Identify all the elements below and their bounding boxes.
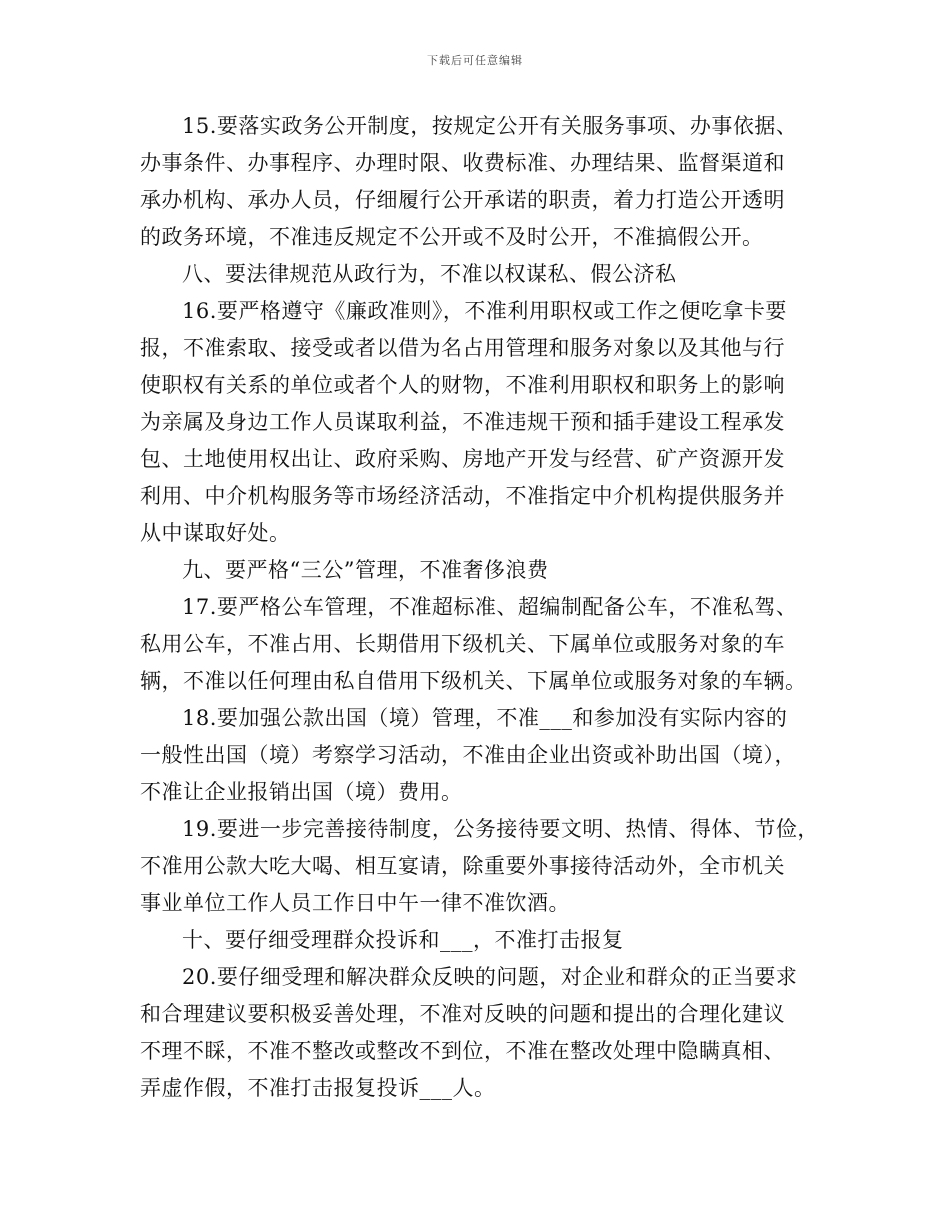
numbered-clause xyxy=(140,108,812,256)
text-line: 一般性出国（境）考察学习活动，不准由企业出资或补助出国（境）， xyxy=(140,743,796,767)
text-line: 报，不准索取、接受或者以借为名占用管理和服务对象以及其他与行 xyxy=(140,336,785,360)
numbered-clause xyxy=(140,811,819,922)
text-line: 十、要仔细受理群众投诉和___，不准打击报复 xyxy=(182,928,624,952)
text-line: 为亲属及身边工作人员谋取利益，不准违规干预和插手建设工程承发 xyxy=(140,410,785,434)
section-heading xyxy=(140,256,812,293)
text-line: 承办机构、承办人员，仔细履行公开承诺的职责，着力打造公开透明 xyxy=(140,188,785,212)
text-line: 不准用公款大吃大喝、相互宴请，除重要外事接待活动外，全市机关 xyxy=(140,854,785,878)
text-line: 八、要法律规范从政行为，不准以权谋私、假公济私 xyxy=(182,262,677,286)
text-line: 九、要严格“三公”管理，不准奢侈浪费 xyxy=(182,558,549,582)
text-line: 20.要仔细受理和解决群众反映的问题，对企业和群众的正当要求 xyxy=(182,965,798,989)
page-header: 下载后可任意编辑 xyxy=(427,54,523,67)
numbered-clause xyxy=(140,959,812,1107)
text-line: 18.要加强公款出国（境）管理，不准___和参加没有实际内容的 xyxy=(182,706,788,730)
text-line: 事业单位工作人员工作日中午一律不准饮酒。 xyxy=(140,891,570,915)
text-line: 15.要落实政务公开制度，按规定公开有关服务事项、办事依据、 xyxy=(182,114,798,138)
text-line: 私用公车，不准占用、长期借用下级机关、下属单位或服务对象的车 xyxy=(140,632,785,656)
text-line: 的政务环境，不准违反规定不公开或不及时公开，不准搞假公开。 xyxy=(140,225,764,249)
text-line: 和合理建议要积极妥善处理，不准对反映的问题和提出的合理化建议 xyxy=(140,1002,785,1026)
section-heading xyxy=(140,922,812,959)
document-body xyxy=(140,108,819,1107)
text-line: 使职权有关系的单位或者个人的财物，不准利用职权和职务上的影响 xyxy=(140,373,785,397)
section-heading xyxy=(140,552,812,589)
text-line: 不准让企业报销出国（境）费用。 xyxy=(140,780,463,804)
text-line: 弄虚作假，不准打击报复投诉___人。 xyxy=(140,1076,496,1100)
text-line: 办事条件、办事程序、办理时限、收费标准、办理结果、监督渠道和 xyxy=(140,151,785,175)
numbered-clause xyxy=(140,700,812,811)
text-line: 包、土地使用权出让、政府采购、房地产开发与经营、矿产资源开发 xyxy=(140,447,785,471)
text-line: 不理不睬，不准不整改或整改不到位，不准在整改处理中隐瞒真相、 xyxy=(140,1039,785,1063)
numbered-clause xyxy=(140,589,812,700)
text-line: 辆，不准以任何理由私自借用下级机关、下属单位或服务对象的车辆。 xyxy=(140,669,807,693)
numbered-clause xyxy=(140,293,812,552)
text-line: 19.要进一步完善接待制度，公务接待要文明、热情、得体、节俭， xyxy=(182,817,819,841)
text-line: 从中谋取好处。 xyxy=(140,521,291,545)
text-line: 16.要严格遵守《廉政准则》，不准利用职权或工作之便吃拿卡要 xyxy=(182,299,787,323)
text-line: 利用、中介机构服务等市场经济活动，不准指定中介机构提供服务并 xyxy=(140,484,785,508)
text-line: 17.要严格公车管理，不准超标准、超编制配备公车，不准私驾、 xyxy=(182,595,798,619)
